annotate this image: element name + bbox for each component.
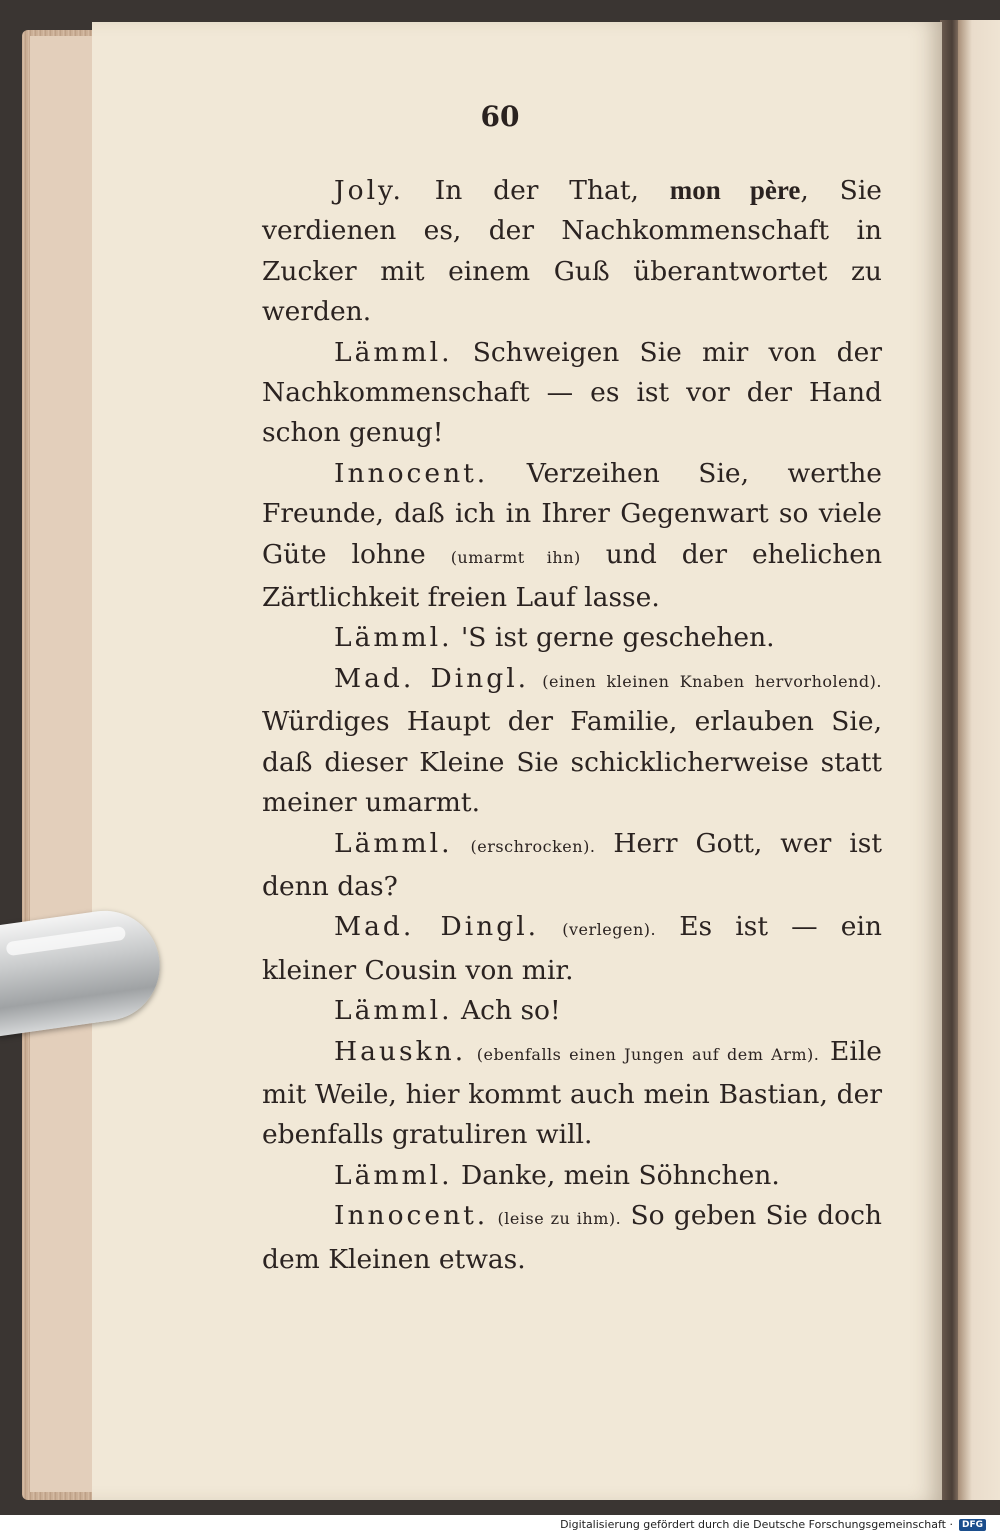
dialogue-text <box>488 1200 497 1231</box>
footer-credit: Digitalisierung gefördert durch die Deutsche Forschungsgemeinschaft · <box>560 1518 953 1531</box>
dialogue-text <box>529 663 542 694</box>
dialogue-text: Ach so! <box>452 995 561 1027</box>
dialogue-text: , Sie verdienen es, der Nachkommenschaft in Zucker mit einem Guß überantwortet zu werden. <box>262 175 882 328</box>
speaker-name: Joly. <box>334 175 404 206</box>
dialogue-text: So geben Sie doch dem Kleinen etwas. <box>262 1200 882 1275</box>
dfg-logo-icon: DFG <box>959 1519 986 1531</box>
book-gutter <box>940 20 960 1500</box>
stage-direction: (einen kleinen Knaben hervorholend). <box>542 671 882 691</box>
dialogue-paragraph <box>262 170 882 333</box>
speaker-name: Innocent. <box>334 1200 489 1232</box>
dialogue-text: Es ist — ein kleiner Cousin von mir. <box>262 911 882 986</box>
dialogue-paragraph <box>262 1156 882 1196</box>
dialogue-text: und der ehelichen Zärtlichkeit freien Lauf lasse. <box>262 538 883 614</box>
dialogue-paragraph <box>262 824 882 908</box>
stage-direction: (verlegen). <box>562 920 657 940</box>
dialogue-text: Verzeihen Sie, werthe Freunde, daß ich in Ihrer Gegenwart so viele Güte lohne <box>262 457 882 570</box>
dialogue-paragraph <box>262 454 882 619</box>
speaker-name: Lämml. <box>334 622 453 654</box>
dialogue-text: Danke, mein Söhnchen. <box>452 1159 780 1191</box>
speaker-name: Lämml. <box>334 827 453 859</box>
dialogue-text: Herr Gott, wer ist denn das? <box>262 827 882 902</box>
footer <box>560 1518 986 1531</box>
dialogue-paragraph <box>262 907 882 991</box>
speaker-name: Lämml. <box>334 995 453 1027</box>
dialogue-text: Würdiges Haupt der Familie, erlauben Sie, daß dieser Kleine Sie schicklicherweise statt meiner umarmt. <box>262 706 882 819</box>
stage-direction: (umarmt ihn) <box>450 547 581 567</box>
dialogue-text <box>539 911 562 942</box>
speaker-name: Mad. Dingl. <box>334 662 530 694</box>
facing-page-edge <box>958 20 1000 1500</box>
speaker-name: Mad. Dingl. <box>334 911 540 943</box>
stage-direction: (ebenfalls einen Jungen auf dem Arm). <box>476 1044 820 1064</box>
dialogue-text: In der That, <box>403 175 670 206</box>
stage-direction: (leise zu ihm). <box>497 1209 622 1229</box>
speaker-name: Innocent. <box>334 457 489 489</box>
speaker-name: Lämml. <box>334 1159 453 1191</box>
dialogue-paragraph <box>262 1196 882 1280</box>
dialogue-paragraph <box>262 1032 882 1156</box>
dialogue-paragraph <box>262 333 882 454</box>
french-phrase: mon père <box>669 175 801 205</box>
dialogue-text: 'S ist gerne geschehen. <box>452 622 775 654</box>
dialogue-text <box>466 1036 477 1067</box>
page-text <box>262 170 882 1280</box>
dialogue-text: Schweigen Sie mir von der Nachkommenschaft — es ist vor der Hand schon genug! <box>262 336 882 449</box>
dialogue-paragraph <box>262 991 882 1031</box>
dialogue-paragraph <box>262 618 882 658</box>
speaker-name: Hauskn. <box>334 1035 467 1067</box>
dialogue-paragraph <box>262 659 882 824</box>
speaker-name: Lämml. <box>334 336 453 368</box>
page-number: 60 <box>480 100 520 133</box>
page-left-margin <box>30 36 100 1492</box>
stage-direction: (erschrocken). <box>470 836 596 856</box>
dialogue-text <box>453 828 471 859</box>
dialogue-text: Eile mit Weile, hier kommt auch mein Bastian, der ebenfalls gratuliren will. <box>262 1035 882 1151</box>
